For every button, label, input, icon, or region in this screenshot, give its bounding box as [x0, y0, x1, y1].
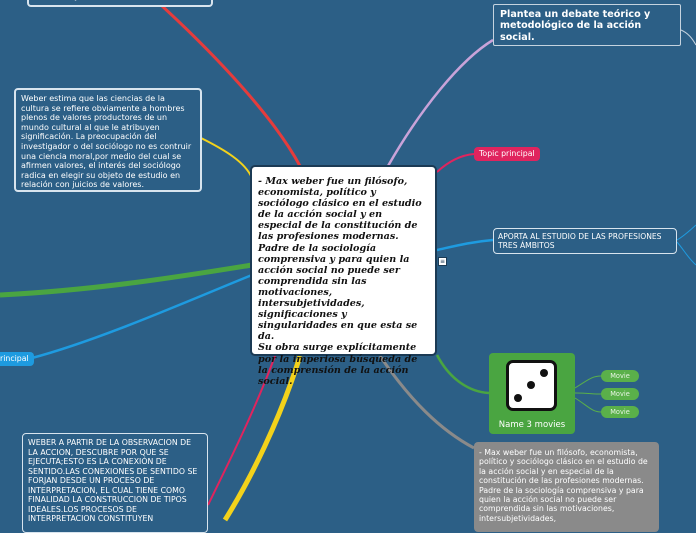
dice-icon: [506, 360, 557, 411]
movie-link-2: [575, 393, 601, 394]
bottom-right-text: - Max weber fue un filósofo, economista, político y sociólogo clásico en el estudio de la acción social y en especial de la constitución de las profesiones modernas. Padre de la sociología comprensiva y para quien la acción social no puede ser comprendida sin las motivaciones, intersubjetividades,: [479, 448, 648, 523]
left-topic-pill[interactable]: [0, 352, 34, 366]
movie-item-2[interactable]: Movie: [601, 388, 639, 400]
weber-values-text: Weber estima que las ciencias de la cultura se refiere obviamente a hombres plenos de valores productores de un mundo cultural al que le atribuyen significación. La preocupación del investigador o del sociólogo no es contruir una ciencia moral,por medio del cual se afirmen valores, el interés del sociólogo radica en elegir su objeto de estudio en relación con juicios de valores.: [21, 94, 192, 190]
top-left-topic[interactable]: [27, 0, 213, 7]
topic-principal-label: Topic principal: [479, 149, 535, 158]
right-edge-branch-1: [677, 225, 696, 240]
movie-link-1: [575, 376, 601, 388]
movie-link-3: [575, 398, 601, 412]
notes-icon[interactable]: ≡: [439, 258, 446, 265]
weber-values-topic[interactable]: [14, 88, 202, 192]
name-movies-card[interactable]: [489, 353, 575, 434]
yellow-branch-top: [201, 138, 252, 178]
right-edge-branch-3: [681, 30, 696, 45]
title-topic-text: Plantea un debate teórico y metodológico de la acción social.: [500, 9, 651, 43]
right-edge-branch-2: [677, 242, 696, 265]
topic-principal-pill[interactable]: [474, 147, 540, 161]
name-movies-label: Name 3 movies: [498, 420, 566, 430]
conexion-sentido-text: WEBER A PARTIR DE LA OBSERVACION DE LA ACCION, DESCUBRE POR QUE SE EJECUTA;ESTO ES LA CONEXIÓN DE SENTIDO.LAS CONEXIONES DE SENTIDO SE FORJAN DESDE UN PROCESO DE INTERPRETACION, EL CUAL TIENE COMO FINALIDAD LA CONSTRUCCION DE TIPOS IDEALES.LOS PROCESOS DE INTERPRETACION CONSTITUYEN: [28, 438, 198, 523]
conexion-sentido-topic[interactable]: [22, 433, 208, 533]
movie-item-3[interactable]: Movie: [601, 406, 639, 418]
blue-branch-right: [437, 240, 493, 250]
green-branch-right: [437, 355, 489, 393]
bottom-right-topic[interactable]: [474, 442, 659, 532]
central-topic[interactable]: [250, 165, 437, 387]
central-paragraph-2: Su obra surge explícitamente por la imperiosa búsqueda de la comprensión de la acción social.: [258, 342, 418, 387]
title-topic[interactable]: [493, 4, 681, 46]
pink-branch: [437, 154, 474, 172]
tres-ambitos-text: APORTA AL ESTUDIO DE LAS PROFESIONES TRES ÁMBITOS: [498, 232, 662, 251]
movie-item-1[interactable]: Movie: [601, 370, 639, 382]
central-paragraph-1: - Max weber fue un filósofo, economista, político y sociólogo clásico en el estudio de la acción social y en especial de la constitución de las profesiones modernas. Padre de la sociología comprensiva y para quien la acción social no puede ser comprendida sin las motivaciones, intersubjetividades, significaciones y singularidades en que esta se da.: [258, 176, 422, 343]
left-blue-branch: [32, 275, 252, 358]
top-left-topic-text: [34, 0, 171, 1]
left-topic-pill-label: rincipal: [0, 354, 29, 363]
tres-ambitos-topic[interactable]: [493, 228, 677, 254]
